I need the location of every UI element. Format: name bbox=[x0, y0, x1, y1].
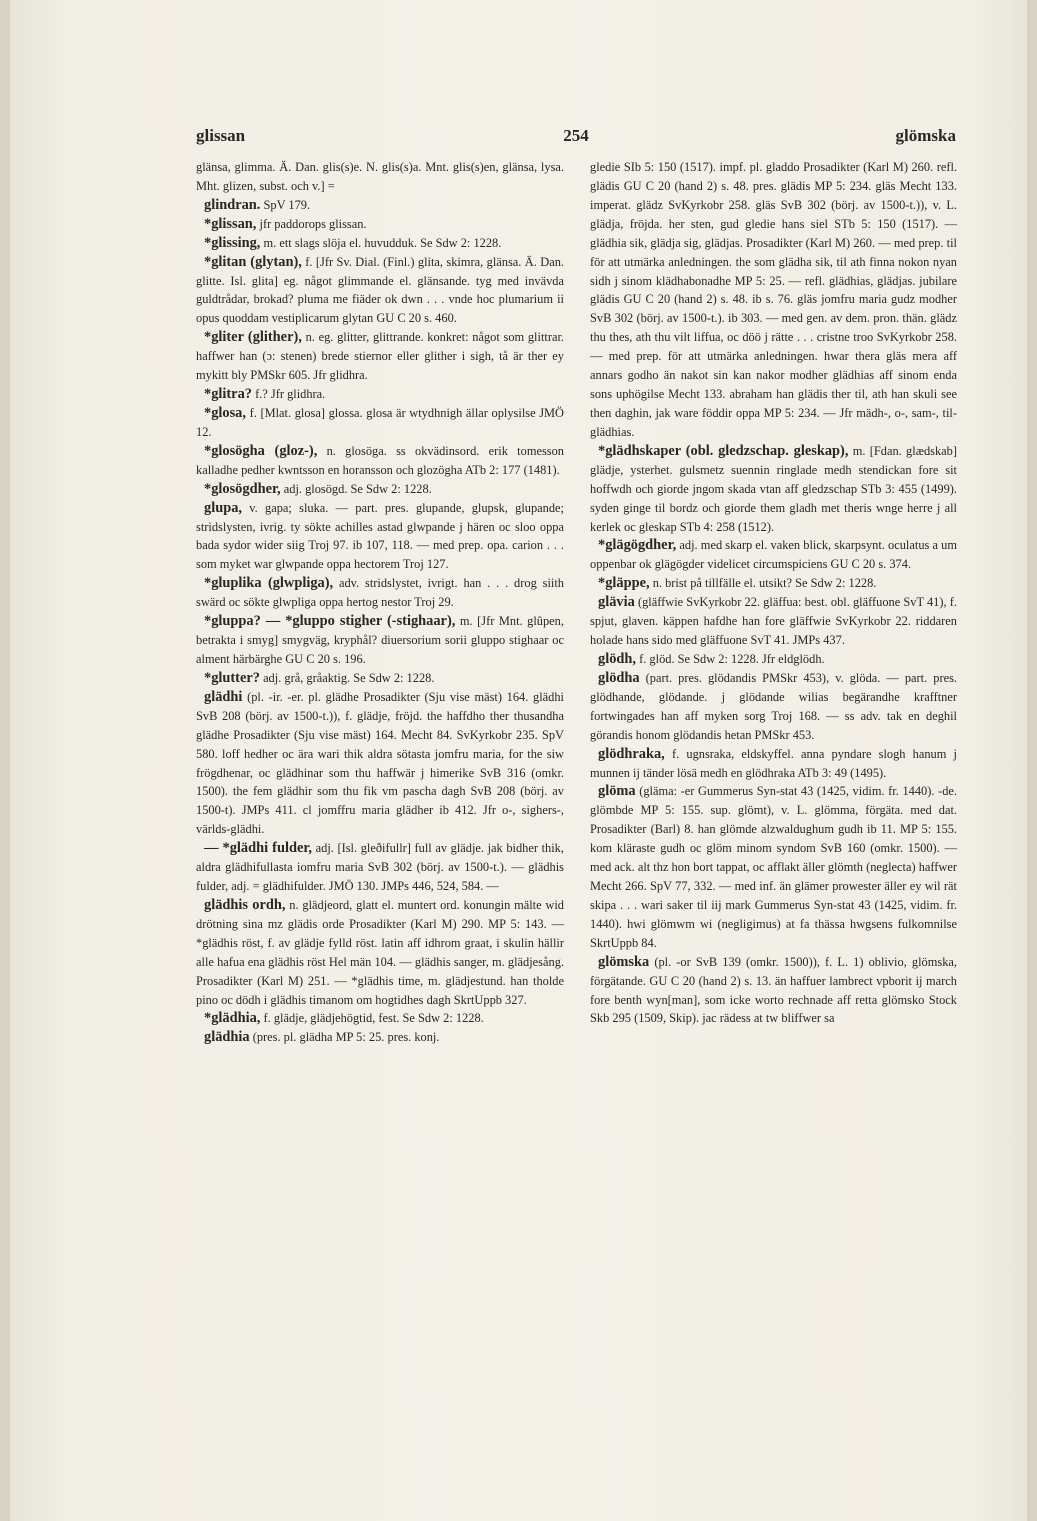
entry-text: (pl. -ir. -er. pl. glädhe Prosadikter (Sju vise mäst) 164. glädhi SvB 208 (börj. av 1500-t.)), f. glädje, fröjd. the haffdho ther thusandha glädhe Prosadikter (Sju vise mäst) 164. Mecht 84. SvKyrkobr 235. SpV 580. loff hedher oc ära wari thik aldra sötasta jomfru maria, for the siw frögdhenar, oc glädhinar som thu haffwär j himerike SvB 316 (omkr. 1500). the fem glädhir som thu fik vm pascha dagh SvB 208 (börj. av 1500-t). JMPs 411. cl jomffru maria glädher ib 412. Jfr o-, sighers-, världs-glädhi. bbox=[196, 689, 564, 837]
dictionary-entry bbox=[196, 196, 564, 215]
entry-text: (pres. pl. glädha MP 5: 25. pres. konj. bbox=[252, 1030, 440, 1045]
entry-headword: glömska bbox=[598, 953, 650, 970]
entry-text: n. brist på tillfälle el. utsikt? Se Sdw 2: 1228. bbox=[652, 576, 877, 591]
entry-text: n. eg. glitter, glittrande. konkret: något som glittrar. haffwer han (ɔ: stenen) brede stiernor eller glither i sigh, tå är ther ey mykitt bly PMSkr 605. Jfr glidhra. bbox=[196, 330, 564, 383]
entry-headword: glädhis ordh, bbox=[204, 896, 286, 913]
dictionary-entry bbox=[590, 782, 957, 952]
dictionary-entry bbox=[590, 650, 957, 669]
entry-text: adj. glosögd. Se Sdw 2: 1228. bbox=[283, 481, 432, 496]
entry-text: m. ett slags slöja el. huvudduk. Se Sdw 2: 1228. bbox=[263, 235, 502, 250]
dictionary-entry bbox=[196, 215, 564, 234]
entry-headword: *gläppe, bbox=[598, 575, 650, 592]
entry-text: v. gapa; sluka. — part. pres. glupande, glupsk, glupande; stridslysten, ivrig. ty sökte achilles astad glwpande j hären oc sloo oppa bada sydor wider siig Troj 97. ib 107, 118. — med prep. opa. carion . . . som myket war glwpande oppa hectorem Troj 127. bbox=[196, 500, 564, 572]
entry-headword: glävia bbox=[598, 594, 635, 611]
entry-headword: glödha bbox=[598, 669, 640, 686]
entry-headword: *glosögha (gloz-), bbox=[204, 442, 318, 459]
dictionary-entry bbox=[196, 253, 564, 329]
entry-text: m. [Fdan. glædskab] glädje, ysterhet. gulsmetz suennin ringlade medh stendickan fore sit hoffwdh och giorde jngom skada vtan aff gledzschap STb 3: 455 (1499). syden ginge til bordz och giorde them gladh met theris wnge herre j all kerlek oc gleskap STb 4: 258 (1512). bbox=[590, 443, 957, 534]
entry-text: adv. stridslystet, ivrigt. han . . . drog siith swärd oc sökte glwpliga oppa hertog nestor Troj 29. bbox=[196, 576, 564, 610]
dictionary-entry bbox=[196, 158, 564, 196]
dictionary-entry bbox=[196, 896, 564, 1010]
entry-text: (pl. -or SvB 139 (omkr. 1500)), f. L. 1) oblivio, glömska, förgätande. GU C 20 (hand 2) s. 13. än haffuer lambrect vpborit ij march fore benth wyn[man], som icke worto rechnade aff retta glömsko Stock Skb 295 (1509, Skip). jac rädess at tw bliffwer sa bbox=[590, 954, 957, 1026]
entry-text: m. [Jfr Mnt. glûpen, betrakta i smyg] smygväg, kryphål? diuersorium sorii gluppo stighaar oc alment härbärghe GU C 20 s. 196. bbox=[196, 614, 564, 666]
dictionary-entry bbox=[196, 839, 564, 896]
running-head bbox=[196, 126, 956, 148]
dictionary-entry bbox=[196, 480, 564, 499]
right-column bbox=[590, 158, 957, 1028]
entry-text: f. [Mlat. glosa] glossa. glosa är wtydhnigh ällar oplysilse JMÖ 12. bbox=[196, 405, 564, 439]
dictionary-entry bbox=[196, 688, 564, 839]
dictionary-entry bbox=[590, 745, 957, 783]
dictionary-entry bbox=[590, 574, 957, 593]
entry-headword: glupa, bbox=[204, 499, 242, 516]
entry-text: glänsa, glimma. Ä. Dan. glis(s)e. N. glis(s)a. Mnt. glis(s)en, glänsa, lysa. Mht. glizen, subst. och v.] = bbox=[196, 160, 564, 193]
entry-text: (gläma: -er Gummerus Syn-stat 43 (1425, vidim. fr. 1440). -de. glömbde MP 5: 155. sup. glömt), v. L. glömma, förgäta. med dat. Prosadikter (Barl) 8. han glömde alzwaldughum gudh ib 11. MP 5: 155. kom kläraste gudh oc glöm minom syndom SvB 160 (omkr. 1500). — med ack. alt thz hon bort tappat, oc afflakt äller glömth (neglecta) haffwer Mecht 266. SpV 77, 332. — med inf. än glämer prowester äller ey wil rät skipa . . . wari saker til iij mark Gummerus Syn-stat 43 (1425, vidim. fr. 1440). hwi glömwm wi (negligimus) at fa thässa hwgsens fulkomnilse SkrtUppb 84. bbox=[590, 784, 957, 950]
entry-headword: glödh, bbox=[598, 650, 636, 667]
entry-headword: glödhraka, bbox=[598, 745, 665, 762]
entry-headword: *gliter (glither), bbox=[204, 329, 302, 346]
entry-headword: — *glädhi fulder, bbox=[204, 840, 313, 857]
dictionary-entry bbox=[196, 404, 564, 442]
dictionary-entry bbox=[196, 499, 564, 575]
entry-headword: glöma bbox=[598, 783, 636, 800]
header-right-guideword: glömska bbox=[895, 126, 956, 145]
entry-headword: glindran. bbox=[204, 196, 261, 213]
dictionary-entry bbox=[196, 669, 564, 688]
entry-headword: *glitan (glytan), bbox=[204, 253, 302, 270]
entry-headword: glädhi bbox=[204, 688, 243, 705]
dictionary-entry bbox=[590, 536, 957, 574]
entry-headword: *gluppa? — *gluppo stigher (-stighaar), bbox=[204, 613, 456, 630]
dictionary-entry bbox=[590, 669, 957, 745]
dictionary-entry bbox=[590, 442, 957, 537]
entry-headword: glädhia bbox=[204, 1029, 250, 1046]
dictionary-entry bbox=[590, 158, 957, 442]
entry-text: n. glosöga. ss okvädinsord. erik tomesson kalladhe pedher kwntsson en horansson och glozögha ATb 2: 177 (1481). bbox=[196, 443, 564, 477]
entry-text: f. glädje, glädjehögtid, fest. Se Sdw 2: 1228. bbox=[263, 1011, 484, 1026]
entry-headword: *glitra? bbox=[204, 386, 252, 403]
entry-text: adj. grå, gråaktig. Se Sdw 2: 1228. bbox=[263, 670, 435, 685]
dictionary-entry bbox=[196, 234, 564, 253]
entry-text: f. ugnsraka, eldskyffel. anna pyndare slogh hanum j munnen ij tänder lösä medh en glödhraka ATb 3: 49 (1495). bbox=[590, 746, 957, 780]
entry-headword: *gluplika (glwpliga), bbox=[204, 575, 334, 592]
entry-headword: *glosögdher, bbox=[204, 480, 281, 497]
entry-text: adj. [Isl. gleðifullr] full av glädje. jak bidher thik, aldra glädhifullasta iomfru maria SvB 302 (börj. av 1500-t.). — glädhis fulder, adj. = glädhifulder. JMÖ 130. JMPs 446, 524, 584. — bbox=[196, 841, 564, 894]
entry-text: gledie SIb 5: 150 (1517). impf. pl. gladdo Prosadikter (Karl M) 260. refl. glädis GU C 20 (hand 2) s. 48. pres. glädis MP 5: 234. gläs Mecht 133. imperat. glädz SvKyrkobr 258. gläs SvB 302 (börj. av 1500-t.)), v. L. glädja, fröjda. her sten, gud gledie hans siel STb 5: 150 (1517). — glädhia sik, glädja sig, glädjas. Prosadikter (Karl M) 260. — med prep. til för att utmärka anledningen. the som glädha sik, til ath finna nokon nyan sidh j sinom klädhabonadhe MP 5: 25. — refl. glädhias, glädjas. jubilare glädis GU C 20 (hand 2) s. 48. ib s. 76. gläs jomfru maria gudz modher SvB 302 (börj. av 1500-t.). ib 303. — med gen. av dem. pron. thän. glädz thu thes, ath thu vilt liffua, oc döö j rätte . . . cristne troo SvKyrkobr 258. — med prep. för att utmärka anledningen. hwar thera gläs mera aff annars godho än nakot sin kan nakor modher glädhias aff sinom enda sons uphögilse Mecht 133. abraham han glädis ther til, ath han skuli see then daghin, jak ware föddir oppa MP 5: 234. — Jfr mädh-, o-, sam-, til-glädhias. bbox=[590, 160, 957, 439]
entry-headword: *glissan, bbox=[204, 215, 257, 232]
entry-headword: *glädhia, bbox=[204, 1010, 261, 1027]
left-page-edge bbox=[0, 0, 10, 1521]
entry-headword: *glutter? bbox=[204, 669, 260, 686]
dictionary-entry bbox=[196, 574, 564, 612]
header-left-guideword: glissan bbox=[196, 126, 246, 145]
entry-text: n. glädjeord, glatt el. muntert ord. konungin mälte wid drötning sina mz glädis orde Prosadikter (Karl M) 290. MP 5: 143. — *glädhis röst, f. av glädje fylld röst. latin aff idhrom graat, i skulin hällir alle hafua ena glädhis röst Hel män 104. — glädhis sanger, m. glädjesång. Prosadikter (Karl M) 251. — *glädhis time, m. glädjestund. han tholde pino oc dödh i glädhis timanom om hogtidhes dagh SkrtUppb 327. bbox=[196, 897, 564, 1007]
entry-text: (gläffwie SvKyrkobr 22. gläffua: best. obl. gläffuone SvT 41), f. spjut, glaven. käppen hafdhe han fore gläffwie SvKyrkobr 22. riddaren holade hans sido med gläffuone SvT 41. JMPs 437. bbox=[590, 595, 957, 648]
entry-text: f.? Jfr glidhra. bbox=[255, 387, 326, 402]
dictionary-entry bbox=[590, 593, 957, 650]
entry-text: f. [Jfr Sv. Dial. (Finl.) glita, skimra, glänsa. Ä. Dan. glitte. Isl. glita] eg. något glimmande el. glänsande. tyg med invävda guldtrådar, brokad? pluma me fiäder ok dwn . . . vnde hoc plumarium ii opus quoddam vestiplicarum glytan GU C 20 s. 460. bbox=[196, 254, 564, 326]
page-number: 254 bbox=[563, 126, 589, 145]
entry-text: (part. pres. glödandis PMSkr 453), v. glöda. — part. pres. glödhande, glödande. j glödande wilias begärandhe krafftner fortwingades han aff myken sorg Troj 168. — ss adv. tak en deghil görandis honom glödandis hetan PMSkr 453. bbox=[590, 670, 957, 742]
entry-headword: *glissing, bbox=[204, 234, 261, 251]
dictionary-entry bbox=[196, 612, 564, 669]
dictionary-entry bbox=[196, 385, 564, 404]
entry-headword: *glägögdher, bbox=[598, 537, 677, 554]
entry-headword: *glädhskaper (obl. gledzschap. gleskap), bbox=[598, 442, 849, 459]
dictionary-entry bbox=[196, 1028, 564, 1047]
entry-text: adj. med skarp el. vaken blick, skarpsynt. oculatus a um oppenbar ok glägögder videlicet circumspiciens GU C 20 s. 374. bbox=[590, 538, 957, 572]
right-page-edge bbox=[1027, 0, 1037, 1521]
dictionary-entry bbox=[196, 1009, 564, 1028]
dictionary-entry bbox=[196, 442, 564, 480]
left-column bbox=[196, 158, 564, 1047]
entry-text: f. glöd. Se Sdw 2: 1228. Jfr eldglödh. bbox=[639, 651, 825, 666]
entry-headword: *glosa, bbox=[204, 404, 246, 421]
entry-text: SpV 179. bbox=[263, 197, 311, 212]
dictionary-entry bbox=[196, 328, 564, 385]
entry-text: jfr paddorops glissan. bbox=[259, 216, 367, 231]
dictionary-entry bbox=[590, 953, 957, 1029]
